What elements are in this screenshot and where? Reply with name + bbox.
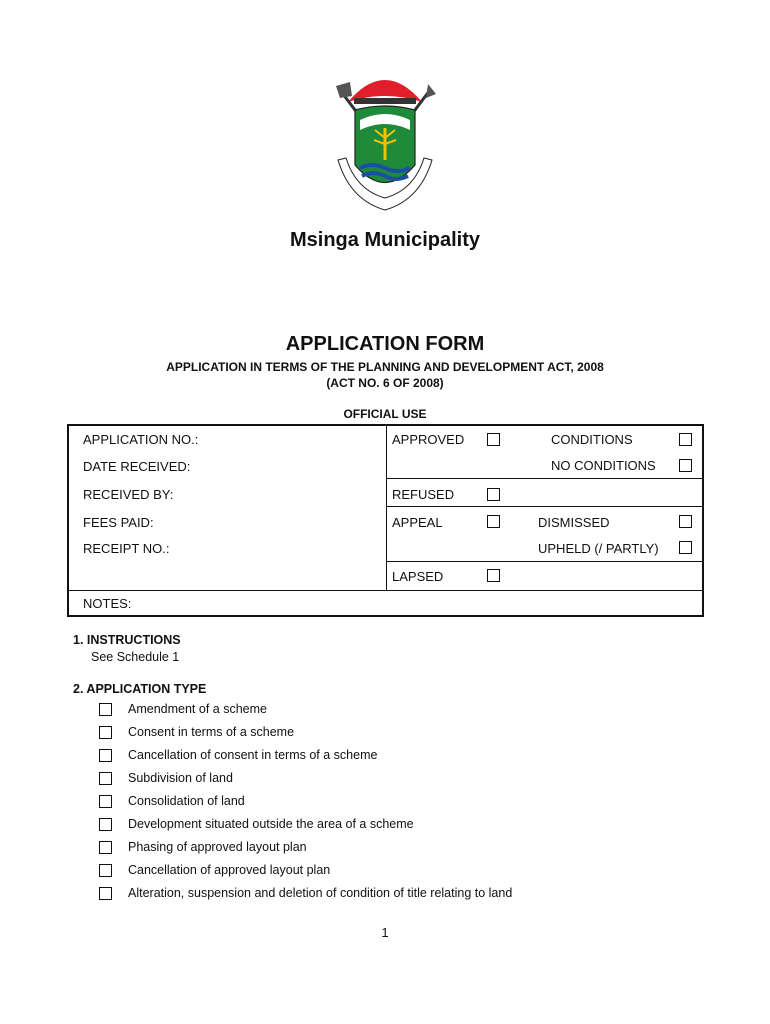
dismissed-label: DISMISSED — [538, 515, 610, 530]
dismissed-checkbox[interactable] — [679, 515, 692, 528]
refused-label: REFUSED — [392, 487, 455, 502]
instructions-text: See Schedule 1 — [91, 650, 180, 664]
table-divider — [386, 426, 387, 590]
application-no-label: APPLICATION NO.: — [83, 432, 199, 447]
municipality-name: Msinga Municipality — [289, 229, 481, 251]
lapsed-checkbox[interactable] — [487, 569, 500, 582]
application-type-checkbox[interactable] — [99, 864, 112, 877]
instructions-heading: 1. INSTRUCTIONS — [73, 633, 181, 647]
approved-label: APPROVED — [392, 432, 465, 447]
fees-paid-label: FEES PAID: — [83, 515, 154, 530]
application-type-checkbox[interactable] — [99, 887, 112, 900]
form-title: APPLICATION FORM — [285, 333, 485, 355]
application-type-checkbox[interactable] — [99, 772, 112, 785]
application-type-checkbox[interactable] — [99, 703, 112, 716]
table-divider — [386, 506, 702, 507]
municipality-coat-of-arms — [330, 60, 440, 220]
notes-label: NOTES: — [83, 596, 132, 611]
no-conditions-checkbox[interactable] — [679, 459, 692, 472]
official-use-heading: OFFICIAL USE — [343, 407, 427, 421]
page-number: 1 — [381, 925, 389, 940]
application-type-heading: 2. APPLICATION TYPE — [73, 682, 207, 696]
no-conditions-label: NO CONDITIONS — [551, 458, 656, 473]
application-type-checkbox[interactable] — [99, 841, 112, 854]
application-type-label: Alteration, suspension and deletion of condition of title relating to land — [128, 886, 513, 900]
application-type-label: Consolidation of land — [128, 794, 245, 808]
received-by-label: RECEIVED BY: — [83, 487, 174, 502]
application-type-checkbox[interactable] — [99, 749, 112, 762]
application-type-checkbox[interactable] — [99, 795, 112, 808]
application-type-checkbox[interactable] — [99, 726, 112, 739]
coat-of-arms-icon — [330, 60, 440, 220]
form-subtitle-act-number: (ACT NO. 6 OF 2008) — [326, 376, 444, 390]
application-type-checkbox[interactable] — [99, 818, 112, 831]
table-divider — [386, 478, 702, 479]
application-type-label: Consent in terms of a scheme — [128, 725, 295, 739]
table-divider — [69, 590, 702, 591]
upheld-label: UPHELD (/ PARTLY) — [538, 541, 659, 556]
official-use-table — [67, 424, 704, 617]
refused-checkbox[interactable] — [487, 488, 500, 501]
application-type-label: Amendment of a scheme — [128, 702, 267, 716]
application-type-label: Cancellation of consent in terms of a scheme — [128, 748, 378, 762]
table-divider — [386, 561, 702, 562]
appeal-checkbox[interactable] — [487, 515, 500, 528]
application-type-label: Development situated outside the area of a scheme — [128, 817, 414, 831]
conditions-label: CONDITIONS — [551, 432, 633, 447]
conditions-checkbox[interactable] — [679, 433, 692, 446]
approved-checkbox[interactable] — [487, 433, 500, 446]
receipt-no-label: RECEIPT NO.: — [83, 541, 170, 556]
lapsed-label: LAPSED — [392, 569, 444, 584]
appeal-label: APPEAL — [392, 515, 443, 530]
application-type-label: Cancellation of approved layout plan — [128, 863, 331, 877]
form-subtitle-act: APPLICATION IN TERMS OF THE PLANNING AND DEVELOPMENT ACT, 2008 — [166, 360, 604, 374]
application-type-label: Subdivision of land — [128, 771, 233, 785]
date-received-label: DATE RECEIVED: — [83, 459, 191, 474]
application-type-label: Phasing of approved layout plan — [128, 840, 307, 854]
upheld-checkbox[interactable] — [679, 541, 692, 554]
